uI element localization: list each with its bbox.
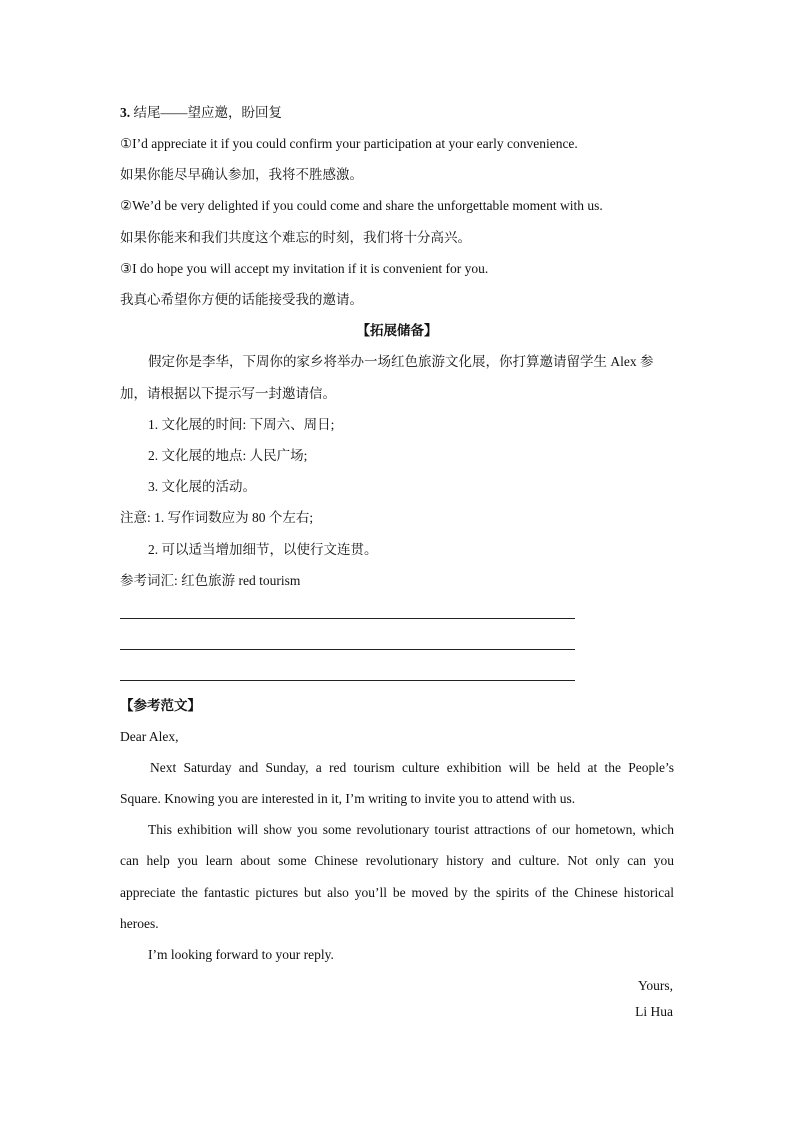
- letter-p1-line-2: Square. Knowing you are interested in it, I’m writing to invite you to attend with us.: [120, 791, 576, 806]
- phrase-1-zh: 如果你能尽早确认参加，我将不胜感激。: [120, 167, 363, 182]
- letter-greeting: Dear Alex,: [120, 729, 179, 744]
- letter-p2-line-4: heroes.: [120, 916, 159, 931]
- prompt-line-1: 假定你是李华，下周你的家乡将举办一场红色旅游文化展，你打算邀请留学生 Alex 参: [148, 354, 654, 369]
- note-line-1: 注意: 1. 写作词数应为 80 个左右;: [120, 510, 314, 525]
- phrase-2-en: ②We’d be very delighted if you could come and share the unforgettable moment with us.: [120, 198, 603, 213]
- section-title: 结尾——望应邀，盼回复: [133, 105, 282, 120]
- letter-p2-line-1: This exhibition will show you some revolutionary tourist attractions of our hometown, which: [148, 822, 674, 837]
- vocab-hint: 参考词汇: 红色旅游 red tourism: [120, 573, 301, 588]
- section-number: 3.: [120, 105, 131, 120]
- answer-line-1: [120, 618, 575, 619]
- prompt-point-3: 3. 文化展的活动。: [148, 479, 256, 494]
- note-line-2: 2. 可以适当增加细节，以使行文连贯。: [148, 542, 378, 557]
- prompt-line-2: 加，请根据以下提示写一封邀请信。: [120, 386, 336, 401]
- phrase-2-zh: 如果你能来和我们共度这个难忘的时刻，我们将十分高兴。: [120, 230, 471, 245]
- letter-signature: Li Hua: [635, 1004, 673, 1019]
- letter-p3: I’m looking forward to your reply.: [148, 947, 334, 962]
- phrase-3-en: ③I do hope you will accept my invitation if it is convenient for you.: [120, 261, 489, 276]
- phrase-1-en: ①I’d appreciate it if you could confirm your participation at your early convenience.: [120, 136, 578, 151]
- letter-p2-line-2: can help you learn about some Chinese revolutionary history and culture. Not only can you: [120, 853, 674, 868]
- section-3-title: [120, 103, 282, 123]
- letter-p2-line-3: appreciate the fantastic pictures but also you’ll be moved by the spirits of the Chinese historical: [120, 885, 674, 900]
- letter-closing: Yours,: [637, 978, 673, 993]
- phrase-3-zh: 我真心希望你方便的话能接受我的邀请。: [120, 292, 363, 307]
- answer-line-2: [120, 649, 575, 650]
- letter-p1-line-1: Next Saturday and Sunday, a red tourism culture exhibition will be held at the People’s: [150, 760, 674, 775]
- expansion-heading: 【拓展储备】: [356, 323, 438, 338]
- sample-heading: 【参考范文】: [120, 698, 201, 713]
- answer-line-3: [120, 680, 575, 681]
- prompt-point-2: 2. 文化展的地点: 人民广场;: [148, 448, 308, 463]
- prompt-point-1: 1. 文化展的时间: 下周六、周日;: [148, 417, 335, 432]
